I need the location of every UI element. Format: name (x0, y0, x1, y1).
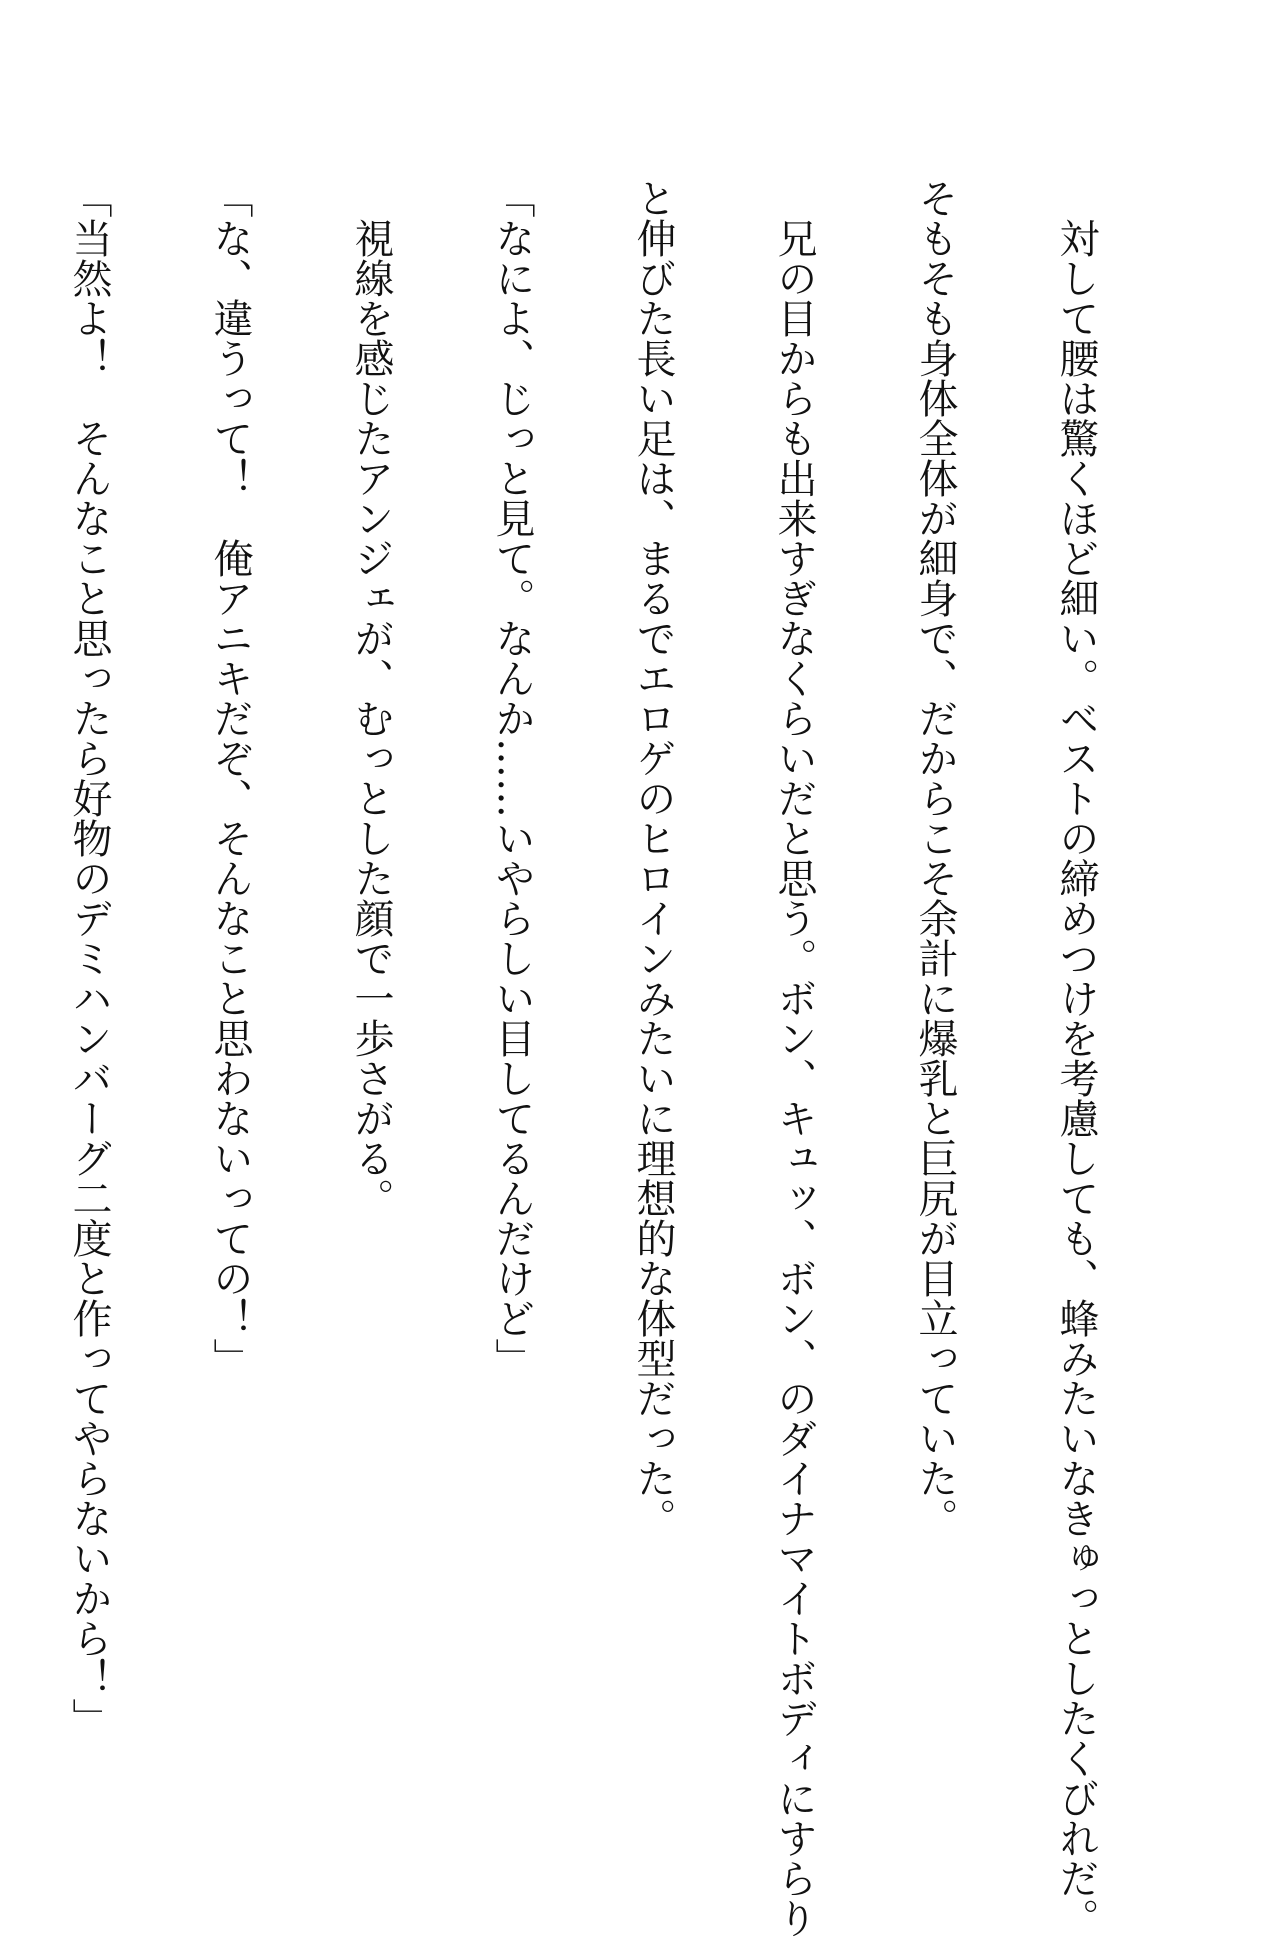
text-line: そもそも身体全体が細身で、だからこそ余計に爆乳と巨尻が目立っていた。 (912, 178, 958, 1538)
text-line: 「なによ、じっと見て。なんか……いやらしい目してるんだけど」 (489, 178, 535, 1378)
text-line: 「当然よ！ そんなこと思ったら好物のデミハンバーグ二度と作ってやらないから！」 (66, 178, 112, 1738)
text-line: 視線を感じたアンジェが、むっとした顔で一歩さがる。 (348, 178, 394, 1218)
vertical-text-body (0, 178, 1193, 1938)
text-line: 兄の目からも出来すぎなくらいだと思う。ボン、キュッ、ボン、のダイナマイトボディにすらり (771, 178, 817, 1938)
text-line: 「な、違うって！ 俺アニキだぞ、そんなこと思わないっての！」 (207, 178, 253, 1378)
text-line: と伸びた長い足は、まるでエロゲのヒロインみたいに理想的な体型だった。 (630, 178, 676, 1538)
text-line: 対して腰は驚くほど細い。ベストの締めつけを考慮しても、蜂みたいなきゅっとしたくびれだ。 (1053, 178, 1099, 1938)
